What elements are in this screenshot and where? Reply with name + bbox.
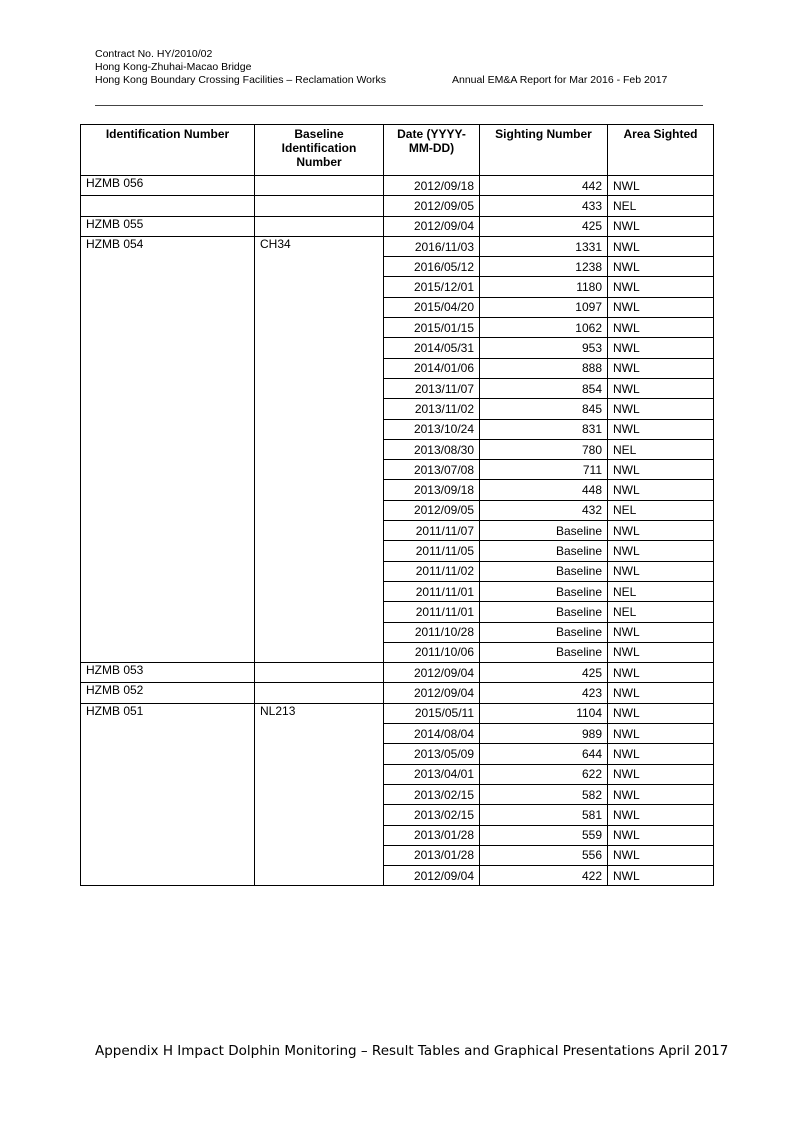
- table-header-row: [81, 125, 714, 176]
- cell-area-sighted: NWL: [608, 541, 714, 561]
- cell-date: 2015/12/01: [384, 277, 480, 297]
- page-footer: Appendix H Impact Dolphin Monitoring – Result Tables and Graphical Presentations April 2017: [95, 1043, 729, 1059]
- cell-area-sighted: NWL: [608, 642, 714, 662]
- cell-date: 2015/01/15: [384, 318, 480, 338]
- cell-baseline-id: CH34: [255, 236, 384, 662]
- col-header-identification-number: Identification Number: [81, 125, 255, 176]
- cell-identification-number: HZMB 053: [81, 663, 255, 683]
- cell-sighting-number: Baseline: [480, 622, 608, 642]
- cell-sighting-number: 1062: [480, 318, 608, 338]
- cell-date: 2015/05/11: [384, 703, 480, 723]
- cell-date: 2011/10/28: [384, 622, 480, 642]
- col-header-date: Date (YYYY-MM-DD): [384, 125, 480, 176]
- cell-identification-number: HZMB 051: [81, 703, 255, 886]
- cell-area-sighted: NWL: [608, 176, 714, 196]
- table-body: [81, 176, 714, 886]
- cell-area-sighted: NWL: [608, 825, 714, 845]
- cell-date: 2013/10/24: [384, 419, 480, 439]
- cell-date: 2016/11/03: [384, 236, 480, 256]
- cell-sighting-number: Baseline: [480, 581, 608, 601]
- col-header-sighting-number: Sighting Number: [480, 125, 608, 176]
- cell-sighting-number: 559: [480, 825, 608, 845]
- cell-sighting-number: 854: [480, 378, 608, 398]
- cell-sighting-number: 780: [480, 439, 608, 459]
- cell-area-sighted: NEL: [608, 500, 714, 520]
- cell-sighting-number: Baseline: [480, 521, 608, 541]
- cell-sighting-number: 425: [480, 216, 608, 236]
- cell-identification-number: HZMB 056: [81, 176, 255, 196]
- cell-identification-number: HZMB 052: [81, 683, 255, 703]
- cell-sighting-number: Baseline: [480, 642, 608, 662]
- cell-date: 2013/09/18: [384, 480, 480, 500]
- cell-area-sighted: NEL: [608, 581, 714, 601]
- cell-date: 2013/02/15: [384, 784, 480, 804]
- cell-sighting-number: 831: [480, 419, 608, 439]
- cell-sighting-number: 644: [480, 744, 608, 764]
- table-row: [81, 663, 714, 683]
- cell-area-sighted: NWL: [608, 318, 714, 338]
- cell-date: 2013/08/30: [384, 439, 480, 459]
- cell-area-sighted: NWL: [608, 744, 714, 764]
- cell-date: 2013/04/01: [384, 764, 480, 784]
- cell-sighting-number: 1180: [480, 277, 608, 297]
- cell-area-sighted: NEL: [608, 439, 714, 459]
- cell-sighting-number: 1097: [480, 297, 608, 317]
- cell-area-sighted: NWL: [608, 866, 714, 886]
- cell-sighting-number: 448: [480, 480, 608, 500]
- cell-sighting-number: 1331: [480, 236, 608, 256]
- table-row: [81, 236, 714, 256]
- cell-date: 2016/05/12: [384, 257, 480, 277]
- table-row: [81, 683, 714, 703]
- cell-date: 2013/01/28: [384, 845, 480, 865]
- cell-date: 2011/11/02: [384, 561, 480, 581]
- contract-number: Contract No. HY/2010/02: [95, 48, 213, 60]
- cell-area-sighted: NWL: [608, 805, 714, 825]
- cell-area-sighted: NWL: [608, 480, 714, 500]
- cell-sighting-number: 953: [480, 338, 608, 358]
- table-row: [81, 703, 714, 723]
- cell-baseline-id: NL213: [255, 703, 384, 886]
- cell-date: 2012/09/04: [384, 683, 480, 703]
- cell-sighting-number: 845: [480, 399, 608, 419]
- cell-date: 2014/01/06: [384, 358, 480, 378]
- cell-sighting-number: 442: [480, 176, 608, 196]
- cell-baseline-id: [255, 216, 384, 236]
- cell-area-sighted: NWL: [608, 845, 714, 865]
- cell-date: 2013/05/09: [384, 744, 480, 764]
- cell-date: 2013/02/15: [384, 805, 480, 825]
- cell-area-sighted: NWL: [608, 561, 714, 581]
- cell-baseline-id: [255, 176, 384, 196]
- cell-date: 2013/07/08: [384, 460, 480, 480]
- cell-area-sighted: NWL: [608, 338, 714, 358]
- cell-date: 2011/11/05: [384, 541, 480, 561]
- cell-area-sighted: NWL: [608, 764, 714, 784]
- col-header-area-sighted: Area Sighted: [608, 125, 714, 176]
- cell-date: 2014/05/31: [384, 338, 480, 358]
- cell-area-sighted: NEL: [608, 602, 714, 622]
- cell-sighting-number: 556: [480, 845, 608, 865]
- cell-area-sighted: NWL: [608, 460, 714, 480]
- cell-sighting-number: Baseline: [480, 561, 608, 581]
- cell-area-sighted: NWL: [608, 419, 714, 439]
- cell-area-sighted: NWL: [608, 297, 714, 317]
- cell-sighting-number: 425: [480, 663, 608, 683]
- cell-area-sighted: NWL: [608, 622, 714, 642]
- cell-identification-number: [81, 196, 255, 216]
- cell-sighting-number: 581: [480, 805, 608, 825]
- cell-area-sighted: NWL: [608, 784, 714, 804]
- cell-area-sighted: NWL: [608, 521, 714, 541]
- cell-area-sighted: NWL: [608, 683, 714, 703]
- cell-area-sighted: NWL: [608, 378, 714, 398]
- header-divider: [95, 105, 703, 106]
- cell-date: 2012/09/04: [384, 216, 480, 236]
- cell-date: 2012/09/18: [384, 176, 480, 196]
- cell-sighting-number: 582: [480, 784, 608, 804]
- cell-sighting-number: 711: [480, 460, 608, 480]
- cell-sighting-number: Baseline: [480, 602, 608, 622]
- sighting-table: [80, 124, 714, 886]
- cell-sighting-number: 423: [480, 683, 608, 703]
- table-row: [81, 196, 714, 216]
- cell-area-sighted: NEL: [608, 196, 714, 216]
- works-name: Hong Kong Boundary Crossing Facilities – Reclamation Works: [95, 74, 387, 86]
- cell-baseline-id: [255, 663, 384, 683]
- table-row: [81, 176, 714, 196]
- report-title: Annual EM&A Report for Mar 2016 - Feb 2017: [452, 74, 668, 86]
- cell-date: 2011/11/01: [384, 602, 480, 622]
- cell-date: 2011/11/01: [384, 581, 480, 601]
- cell-date: 2014/08/04: [384, 724, 480, 744]
- cell-area-sighted: NWL: [608, 663, 714, 683]
- page-header: [95, 48, 668, 87]
- cell-baseline-id: [255, 683, 384, 703]
- cell-sighting-number: 622: [480, 764, 608, 784]
- cell-area-sighted: NWL: [608, 724, 714, 744]
- cell-date: 2011/10/06: [384, 642, 480, 662]
- cell-date: 2012/09/04: [384, 866, 480, 886]
- cell-date: 2012/09/04: [384, 663, 480, 683]
- cell-identification-number: HZMB 055: [81, 216, 255, 236]
- cell-date: 2012/09/05: [384, 500, 480, 520]
- cell-date: 2011/11/07: [384, 521, 480, 541]
- cell-sighting-number: 888: [480, 358, 608, 378]
- cell-sighting-number: 1238: [480, 257, 608, 277]
- cell-identification-number: HZMB 054: [81, 236, 255, 662]
- cell-sighting-number: 989: [480, 724, 608, 744]
- cell-area-sighted: NWL: [608, 399, 714, 419]
- table-row: [81, 216, 714, 236]
- cell-baseline-id: [255, 196, 384, 216]
- cell-date: 2013/11/02: [384, 399, 480, 419]
- project-name: Hong Kong-Zhuhai-Macao Bridge: [95, 61, 252, 73]
- cell-date: 2012/09/05: [384, 196, 480, 216]
- col-header-baseline-id: Baseline Identification Number: [255, 125, 384, 176]
- cell-area-sighted: NWL: [608, 236, 714, 256]
- cell-sighting-number: 433: [480, 196, 608, 216]
- cell-area-sighted: NWL: [608, 277, 714, 297]
- cell-sighting-number: 422: [480, 866, 608, 886]
- cell-date: 2013/01/28: [384, 825, 480, 845]
- cell-area-sighted: NWL: [608, 703, 714, 723]
- cell-area-sighted: NWL: [608, 358, 714, 378]
- cell-sighting-number: Baseline: [480, 541, 608, 561]
- header-line3: [95, 74, 668, 87]
- cell-area-sighted: NWL: [608, 216, 714, 236]
- cell-sighting-number: 1104: [480, 703, 608, 723]
- cell-area-sighted: NWL: [608, 257, 714, 277]
- cell-date: 2015/04/20: [384, 297, 480, 317]
- cell-sighting-number: 432: [480, 500, 608, 520]
- cell-date: 2013/11/07: [384, 378, 480, 398]
